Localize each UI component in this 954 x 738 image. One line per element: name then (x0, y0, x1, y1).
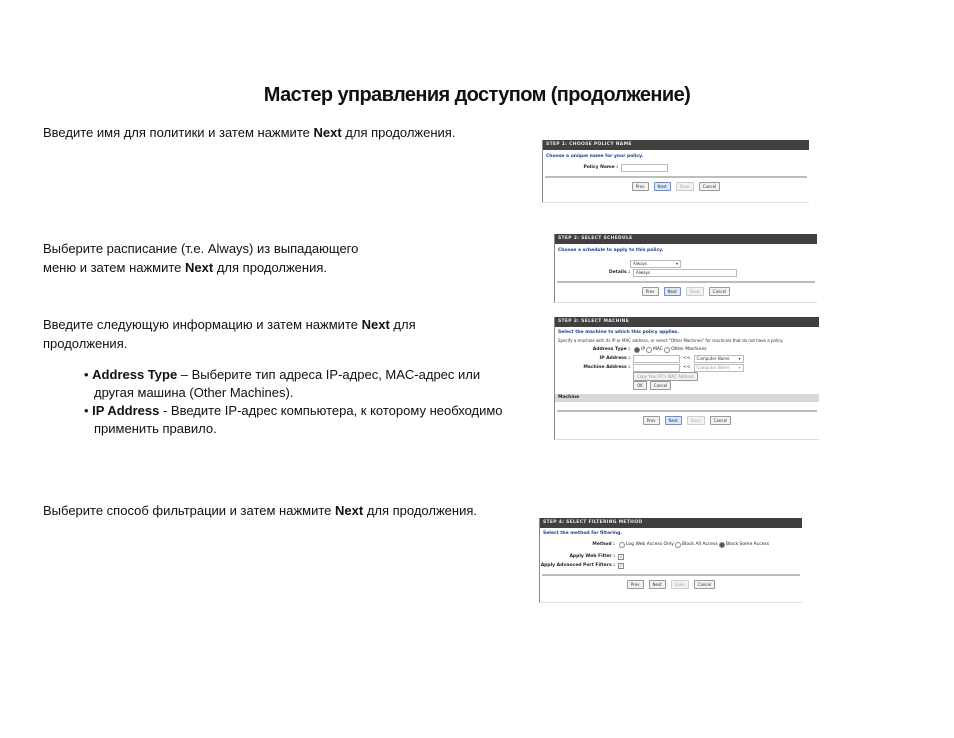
port-filter-checkbox[interactable]: ✓ (619, 562, 623, 568)
radio-block-all[interactable] (675, 542, 681, 548)
prev-button[interactable]: Prev (643, 416, 660, 425)
step3-description: Specify a machine with its IP or MAC address, or select "Other Machines" for machines that do not have a policy. (558, 338, 784, 343)
instruction-text: для (389, 317, 416, 332)
address-type-label: Address Type : (592, 347, 630, 352)
save-button[interactable]: Save (676, 182, 694, 191)
select-value: Computer Name (696, 355, 730, 361)
instruction-text: для продолжения. (341, 125, 456, 140)
prev-button[interactable]: Prev (642, 287, 659, 296)
bullet-text: – Выберите тип адреса IP-адрес, MAC-адрес или другая машина (Other Machines). (94, 367, 481, 400)
save-button[interactable]: Save (671, 580, 689, 589)
instruction-text: меню и затем нажмите (43, 260, 186, 275)
step2-subtitle: Choose a schedule to apply to this policy. (558, 248, 664, 253)
bullet-address-type: • Address Type – Выберите тип адреса IP-адрес, MAC-адрес или другая машина (Other Machines). (84, 367, 481, 400)
step3-subtitle: Select the machine to which this policy applies. (558, 330, 680, 335)
ip-computer-name-select[interactable] (694, 355, 744, 363)
divider (557, 410, 817, 412)
instruction-text: Введите следующую информацию и затем нажмите (43, 317, 362, 332)
step4-subtitle: Select the method for filtering. (543, 531, 623, 536)
schedule-select[interactable] (630, 260, 681, 268)
save-button[interactable]: Save (687, 416, 705, 425)
instruction-line: Выберите расписание (т.е. Always) из выпадающего (43, 241, 359, 256)
divider (542, 574, 800, 576)
web-filter-checkbox[interactable]: ✓ (619, 553, 623, 559)
step4-screenshot (539, 518, 802, 603)
radio-other-machines[interactable] (664, 347, 670, 353)
step3-screenshot (554, 317, 819, 440)
chevron-down-icon: ▾ (738, 364, 741, 370)
radio-label: Block Some Access (725, 542, 770, 547)
next-button[interactable]: Next (665, 416, 682, 425)
next-keyword: Next (361, 317, 390, 332)
details-label: Details : (608, 270, 630, 275)
step3-instruction (43, 315, 416, 353)
next-button[interactable]: Next (664, 287, 681, 296)
machine-address-input[interactable] (633, 364, 680, 372)
next-button[interactable]: Next (654, 182, 671, 191)
radio-label: MAC (653, 347, 664, 352)
copy-arrow[interactable]: << (683, 356, 691, 361)
save-button[interactable]: Save (686, 287, 704, 296)
cancel-button[interactable]: Cancel (710, 416, 732, 425)
policy-name-label: Policy Name : (583, 165, 618, 170)
radio-mac[interactable] (646, 347, 652, 353)
bullet-text: - Введите IP-адрес компьютера, к которому необходимо применить правило. (94, 403, 503, 436)
machine-cancel-button[interactable]: Cancel (650, 381, 672, 390)
step2-instruction (43, 239, 358, 277)
policy-name-input[interactable] (621, 164, 668, 172)
details-field: Always (633, 269, 737, 277)
prev-button[interactable]: Prev (632, 182, 649, 191)
instruction-line (43, 258, 358, 277)
web-filter-label: Apply Web Filter : (569, 554, 615, 559)
ip-address-input[interactable] (633, 355, 680, 363)
machine-column-header: Machine (555, 394, 819, 402)
radio-label: IP (641, 347, 646, 352)
radio-block-some[interactable] (719, 542, 725, 548)
next-keyword: Next (185, 260, 214, 275)
page-title: Мастер управления доступом (продолжение) (263, 84, 691, 106)
port-filter-label: Apply Advanced Port Filters : (540, 563, 615, 568)
ip-address-label: IP Address : (599, 356, 630, 361)
radio-ip[interactable] (634, 347, 640, 353)
instruction-text: для продолжения. (213, 260, 328, 275)
step1-subtitle: Choose a unique name for your policy. (546, 154, 644, 159)
instruction-line (43, 315, 416, 334)
instruction-line: продолжения. (43, 336, 128, 351)
step1-screenshot (542, 140, 809, 203)
instruction-text: Введите имя для политики и затем нажмите (43, 125, 314, 140)
machine-address-label: Machine Address : (583, 365, 630, 370)
next-keyword: Next (335, 503, 364, 518)
step2-header: STEP 2: SELECT SCHEDULE (555, 234, 817, 244)
schedule-selected-value: Always (633, 260, 648, 266)
instruction-text: Выберите способ фильтрации и затем нажмите (43, 503, 336, 518)
divider (545, 176, 807, 178)
next-keyword: Next (313, 125, 342, 140)
bullet-term: Address Type (92, 367, 178, 382)
radio-label: Log Web Access Only (626, 542, 674, 547)
radio-log-web-access[interactable] (619, 542, 625, 548)
step4-header: STEP 4: SELECT FILTERING METHOD (540, 518, 802, 528)
method-label: Method : (592, 542, 615, 547)
select-value: Computer Name (696, 364, 730, 370)
ok-button[interactable]: OK (633, 381, 647, 390)
step1-header: STEP 1: CHOOSE POLICY NAME (543, 140, 809, 150)
radio-label: Other Machines (671, 347, 707, 352)
divider (557, 281, 815, 283)
step4-instruction (43, 501, 477, 520)
bullet-term: IP Address (92, 403, 160, 418)
bullet-list (84, 366, 504, 438)
prev-button[interactable]: Prev (627, 580, 644, 589)
step1-instruction (43, 123, 455, 142)
cancel-button[interactable]: Cancel (694, 580, 716, 589)
bullet-ip-address: • IP Address - Введите IP-адрес компьютера, к которому необходимо применить правило. (84, 403, 503, 436)
next-button[interactable]: Next (649, 580, 666, 589)
cancel-button[interactable]: Cancel (709, 287, 731, 296)
mac-computer-name-select[interactable] (694, 364, 744, 372)
chevron-down-icon: ▾ (675, 260, 678, 266)
chevron-down-icon: ▾ (738, 355, 741, 361)
cancel-button[interactable]: Cancel (699, 182, 721, 191)
copy-arrow[interactable]: << (683, 365, 691, 370)
copy-mac-button[interactable]: Copy Your PC's MAC Address (633, 372, 698, 381)
instruction-text: для продолжения. (363, 503, 477, 518)
step3-header: STEP 3: SELECT MACHINE (555, 317, 819, 327)
step2-screenshot (554, 234, 817, 303)
radio-label: Block All Access (681, 542, 718, 547)
